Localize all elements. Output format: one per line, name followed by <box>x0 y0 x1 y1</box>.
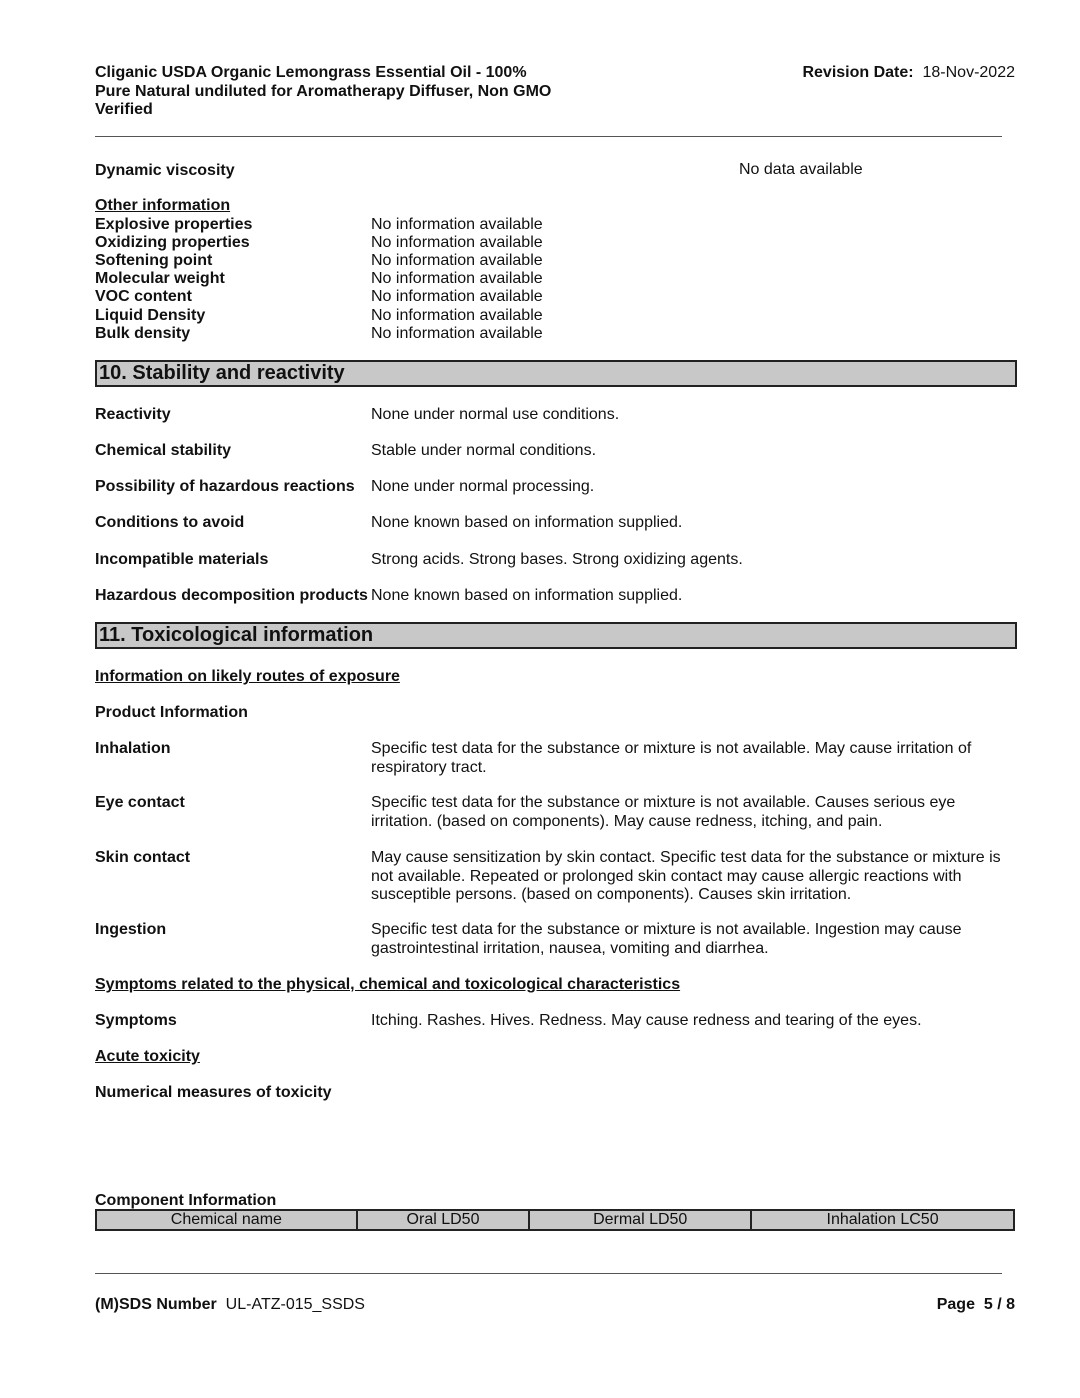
sds-number-label: (M)SDS Number <box>95 1296 217 1313</box>
softening-point-label: Softening point <box>95 252 213 269</box>
oxidizing-properties-value: No information available <box>371 234 543 251</box>
revision-date-block <box>802 64 1015 82</box>
revision-date-value: 18-Nov-2022 <box>922 64 1015 81</box>
liquid-density-label: Liquid Density <box>95 307 206 324</box>
component-table <box>95 1209 1015 1231</box>
voc-content-value: No information available <box>371 288 543 305</box>
other-information-heading: Other information <box>95 197 231 214</box>
conditions-to-avoid-value: None known based on information supplied. <box>371 514 683 531</box>
acute-toxicity-heading: Acute toxicity <box>95 1048 200 1065</box>
product-information-label: Product Information <box>95 704 248 721</box>
conditions-to-avoid-label: Conditions to avoid <box>95 514 245 531</box>
chemical-stability-label: Chemical stability <box>95 442 232 459</box>
header-rule <box>95 136 1002 137</box>
table-header-row <box>96 1210 1014 1230</box>
bulk-density-value: No information available <box>371 325 543 342</box>
page-number-block <box>937 1296 1015 1314</box>
dynamic-viscosity-label: Dynamic viscosity <box>95 162 235 179</box>
hazardous-reactions-value: None under normal processing. <box>371 478 595 495</box>
component-information-label: Component Information <box>95 1192 277 1209</box>
incompatible-materials-value: Strong acids. Strong bases. Strong oxidizing agents. <box>371 551 743 568</box>
chemical-stability-value: Stable under normal conditions. <box>371 442 597 459</box>
voc-content-label: VOC content <box>95 288 192 305</box>
explosive-properties-label: Explosive properties <box>95 216 253 233</box>
softening-point-value: No information available <box>371 252 543 269</box>
hazardous-reactions-label: Possibility of hazardous reactions <box>95 478 355 495</box>
skin-contact-value: May cause sensitization by skin contact. Specific test data for the substance or mixture is not available. Repeated or prolonged skin contact may cause allergic reactions with susceptible persons. (based on components). Causes skin irritation. <box>371 849 1001 903</box>
sds-number-block <box>95 1296 365 1314</box>
symptoms-label: Symptoms <box>95 1012 177 1029</box>
symptoms-value: Itching. Rashes. Hives. Redness. May cause redness and tearing of the eyes. <box>371 1012 922 1029</box>
hazardous-decomposition-label: Hazardous decomposition products <box>95 587 368 604</box>
routes-of-exposure-heading: Information on likely routes of exposure <box>95 668 400 685</box>
dynamic-viscosity-value: No data available <box>739 161 863 178</box>
reactivity-value: None under normal use conditions. <box>371 406 620 423</box>
title-line-3: Verified <box>95 101 153 118</box>
footer-rule <box>95 1273 1002 1274</box>
reactivity-label: Reactivity <box>95 406 171 423</box>
revision-date-label: Revision Date: <box>802 64 914 81</box>
eye-contact-label: Eye contact <box>95 794 185 811</box>
ingestion-value: Specific test data for the substance or mixture is not available. Ingestion may cause gastrointestinal irritation, nausea, vomiting and diarrhea. <box>371 921 962 957</box>
bulk-density-label: Bulk density <box>95 325 191 342</box>
molecular-weight-label: Molecular weight <box>95 270 225 287</box>
section-10-heading: 10. Stability and reactivity <box>95 360 1017 387</box>
col-chemical-name: Chemical name <box>96 1210 357 1230</box>
hazardous-decomposition-value: None known based on information supplied. <box>371 587 683 604</box>
col-dermal-ld50: Dermal LD50 <box>529 1210 751 1230</box>
ingestion-label: Ingestion <box>95 921 167 938</box>
document-title <box>95 64 551 120</box>
inhalation-value: Specific test data for the substance or mixture is not available. May cause irritation of respiratory tract. <box>371 740 972 776</box>
incompatible-materials-label: Incompatible materials <box>95 551 269 568</box>
numerical-measures-label: Numerical measures of toxicity <box>95 1084 332 1101</box>
page-label: Page <box>936 1296 975 1313</box>
section-11-heading: 11. Toxicological information <box>95 622 1017 649</box>
title-line-1: Cliganic USDA Organic Lemongrass Essential Oil - 100% <box>95 64 527 81</box>
inhalation-label: Inhalation <box>95 740 171 757</box>
col-inhalation-lc50: Inhalation LC50 <box>751 1210 1014 1230</box>
eye-contact-value: Specific test data for the substance or mixture is not available. Causes serious eye irritation. (based on components). May cause redness, itching, and pain. <box>371 794 956 830</box>
sds-number-value: UL-ATZ-015_SSDS <box>225 1296 365 1313</box>
explosive-properties-value: No information available <box>371 216 543 233</box>
oxidizing-properties-label: Oxidizing properties <box>95 234 250 251</box>
col-oral-ld50: Oral LD50 <box>357 1210 530 1230</box>
molecular-weight-value: No information available <box>371 270 543 287</box>
liquid-density-value: No information available <box>371 307 543 324</box>
page-number: 5 / 8 <box>983 1296 1015 1313</box>
skin-contact-label: Skin contact <box>95 849 191 866</box>
symptoms-heading: Symptoms related to the physical, chemical and toxicological characteristics <box>95 976 681 993</box>
title-line-2: Pure Natural undiluted for Aromatherapy Diffuser, Non GMO <box>95 82 552 100</box>
